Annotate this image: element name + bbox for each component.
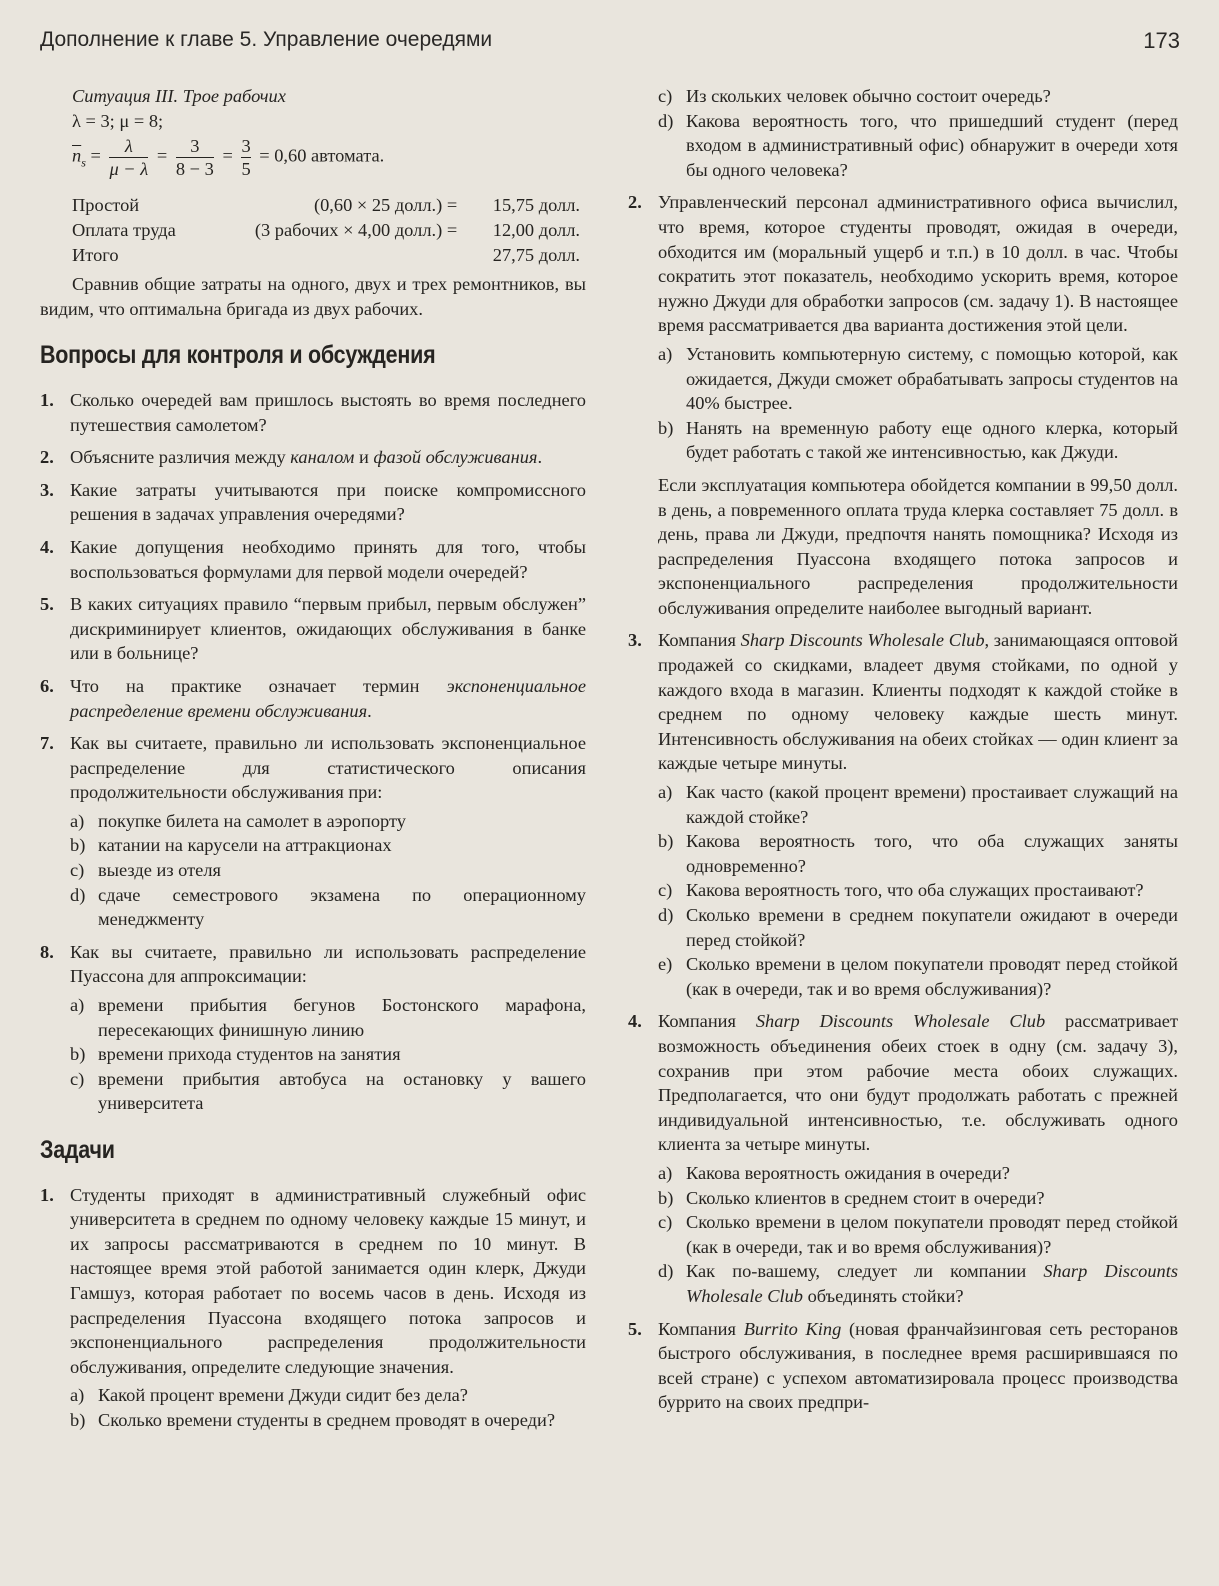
situation-conclusion: Сравнив общие затраты на одного, двух и трех ремонтников, вы видим, что оптимальна бригада из двух рабочих. (40, 274, 586, 319)
formula-result: = 0,60 автомата. (259, 145, 385, 166)
formula-lhs: $\overline{n}$ (72, 145, 82, 166)
sub-item: b) Нанять на временную работу еще одного клерка, который будет работать с такой же интенсивностью, как Джуди. (658, 417, 1178, 463)
problem-item: 3. Компания Sharp Discounts Wholesale Club, занимающаяся оптовой продажей со скидками, владеет двумя стойками, по одной у каждого входа в магазин. Клиенты подходят к каждой стойке в среднем по одному человеку каждые шесть минут. Интенсивность обслуживания на обеих стойках — один клиент за каждые четыре минуты. a) Как часто (какой процент времени) простаивает служащий на каждой стойке? b) Какова вероятность того, что оба служащих заняты одновременно? c) Какова вероятность того, что оба служащих простаивают? d) Сколько времени в среднем покупатели ожидают в очереди перед стойкой? e) Сколько времени в целом покупатели проводят перед стойкой (как в очереди, так и во время обслуживания)? (628, 628, 1178, 1001)
sub-item: e) Сколько времени в целом покупатели проводят перед стойкой (как в очереди, так и во время обслуживания)? (658, 954, 1178, 999)
formula-subscript: s (81, 155, 86, 170)
sub-item: c) выезде из отеля (70, 860, 221, 881)
question-item: 2. Объясните различия между каналом и фазой обслуживания. (40, 447, 543, 468)
sub-item: a) Какой процент времени Джуди сидит без дела? (70, 1385, 468, 1406)
running-head-title: Дополнение к главе 5. Управление очередями (40, 28, 493, 51)
sub-item: a) покупке билета на самолет в аэропорту (70, 810, 406, 831)
question-item: 1. Сколько очередей вам пришлось выстоять во время последнего путешествия самолетом? (40, 389, 586, 435)
formula-fraction-2: $\frac{3}{8 - 3}$ (175, 136, 214, 180)
sub-item: d) Какова вероятность того, что пришедший студент (перед входом в административный офис) обнаружит в очереди хотя бы одного человека? (658, 110, 1178, 180)
sub-item: b) Сколько клиентов в среднем стоит в очереди? (658, 1187, 1045, 1208)
situation-title: Ситуация III. Трое рабочих (72, 86, 286, 106)
running-head (40, 28, 1180, 62)
problem-item: 5. Компания Burrito King (новая франчайзинговая сеть ресторанов быстрого обслуживания, в последнее время расширившаяся по всей стране) с успехом автоматизировала процесс производства буррито на своих предпри- (628, 1318, 1179, 1413)
problem-item: 1. Студенты приходят в административный служебный офис университета в среднем по одному человеку каждые 15 минут, и их запросы рассматриваются в среднем по 10 минут. В настоящее время этой работой занимается один клерк, Джуди Гамшуз, которая работает по восемь часов в день. Исходя из распределения Пуассона входящего потока запросов и экспоненциального распределения продолжительности обслуживания, определите следующие значения. a) Какой процент времени Джуди сидит без дела? b) Сколько времени студенты в среднем проводят в очереди? (40, 1183, 586, 1433)
sub-item: a) Как часто (какой процент времени) простаивает служащий на каждой стойке? (658, 782, 1178, 827)
cost-row: Оплата труда (3 рабочих × 4,00 долл.) = 12,00 долл. (72, 220, 580, 241)
question-item: 7. Как вы считаете, правильно ли использовать экспоненциальное распределение для статистического описания продолжительности обслуживания при: a) покупке билета на самолет в аэропорту b) катании на карусели на аттракционах c) выезде из отеля d) сдаче семестрового экзамена по операционному менеджменту (40, 731, 586, 932)
problems-heading: Задачи (40, 1136, 115, 1164)
sub-item: b) времени прихода студентов на занятия (70, 1044, 401, 1065)
sub-item: b) Какова вероятность того, что оба служащих заняты одновременно? (658, 831, 1178, 876)
problem-item: 2. Управленческий персонал административного офиса вычислил, что время, которое студенты проводят, ожидая в очереди, обходится им (моральный ущерб и т.п.) в 10 долл. в час. Чтобы сократить этот показатель, необходимо ускорить время, которое нужно Джуди для обработки запросов (см. задачу 1). В настоящее время рассматривается два варианта достижения этой цели. a) Установить компьютерную систему, с помощью которой, как ожидается, Джуди сможет обрабатывать запросы студентов на 40% быстрее. b) Нанять на временную работу еще одного клерка, который будет работать с такой же интенсивностью, как Джуди. (628, 190, 1178, 465)
sub-item: c) Из скольких человек обычно состоит очередь? (658, 86, 1051, 106)
left-column (40, 84, 586, 1441)
sub-item: d) Сколько времени в среднем покупатели ожидают в очереди перед стойкой? (658, 905, 1178, 950)
problem-item: 4. Компания Sharp Discounts Wholesale Club рассматривает возможность объединения обеих стоек в одну (см. задачу 3), сохранив при этом рабочие места обоих служащих. Предполагается, что они будут продолжать работать с прежней индивидуальной интенсивностью, т.е. обслуживать одного клиента за четыре минуты. a) Какова вероятность ожидания в очереди? b) Сколько клиентов в среднем стоит в очереди? c) Сколько времени в целом покупатели проводят перед стойкой (как в очереди, так и во время обслуживания)? d) Как по-вашему, следует ли компании Sharp Discounts Wholesale Club объединять стойки? (628, 1009, 1178, 1308)
right-column (628, 84, 1178, 1423)
question-item: 3. Какие затраты учитываются при поиске компромиссного решения в задачах управления очередями? (40, 479, 586, 525)
sub-item: a) времени прибытия бегунов Бостонского марафона, пересекающих финишную линию (70, 995, 586, 1040)
cost-table (72, 193, 580, 268)
question-item: 5. В каких ситуациях правило “первым прибыл, первым обслужен” дискриминирует клиентов, ожидающих обслуживания в банке или в больнице? (40, 594, 586, 664)
cost-row-total: Итого 27,75 долл. (72, 245, 580, 266)
sub-item: b) Сколько времени студенты в среднем проводят в очереди? (70, 1409, 555, 1430)
sub-item: a) Установить компьютерную систему, с помощью которой, как ожидается, Джуди сможет обрабатывать запросы студентов на 40% быстрее. (658, 343, 1178, 414)
questions-heading: Вопросы для контроля и обсуждения (40, 341, 436, 370)
problem-1-continued (628, 84, 1178, 182)
sub-item: c) Сколько времени в целом покупатели проводят перед стойкой (как в очереди, так и во время обслуживания)? (658, 1212, 1178, 1257)
question-item: 4. Какие допущения необходимо принять для того, чтобы воспользоваться формулами для первой модели очередей? (40, 536, 586, 582)
question-item: 8. Как вы считаете, правильно ли использовать распределение Пуассона для аппроксимации: a) времени прибытия бегунов Бостонского марафона, пересекающих финишную линию b) времени прихода студентов на занятия c) времени прибытия автобуса на остановку у вашего университета (40, 940, 586, 1116)
formula-fraction-1: $\frac{\lambda}{\mu - \lambda}$ (109, 136, 149, 180)
sub-item: b) катании на карусели на аттракционах (70, 835, 392, 856)
cost-row: Простой (0,60 × 25 долл.) = 15,75 долл. (72, 195, 580, 216)
situation-params: λ = 3; μ = 8; (72, 110, 164, 131)
sub-item: c) Какова вероятность того, что оба служащих простаивают? (658, 880, 1144, 901)
problem-2-after: Если эксплуатация компьютера обойдется компании в 99,50 долл. в день, а повременного оплата труда клерка составляет 75 долл. в день, права ли Джуди, предпочтя нанять помощника? Исходя из распределения Пуассона входящего потока запросов и экспоненциального распределения продолжительности обслуживания определите наиболее выгодный вариант. (658, 474, 1178, 618)
question-item: 6. Что на практике означает термин экспоненциальное распределение времени обслуживания. (40, 675, 586, 721)
sub-item: a) Какова вероятность ожидания в очереди? (658, 1162, 1010, 1183)
sub-item: d) Как по-вашему, следует ли компании Sharp Discounts Wholesale Club объединять стойки? (658, 1261, 1178, 1306)
formula-fraction-3: $\frac{3}{5}$ (241, 136, 251, 180)
page-number: 173 (1143, 28, 1180, 53)
formula: $\overline{n}_s$ = $\frac{\lambda}{\mu - \lambda}$ = $\frac{3}{8 - 3}$ = $\frac{3}{5}$ = 0,60 автомата. (72, 136, 385, 180)
sub-item: d) сдаче семестрового экзамена по операционному менеджменту (70, 884, 586, 930)
sub-item: c) времени прибытия автобуса на остановку у вашего университета (70, 1068, 586, 1114)
